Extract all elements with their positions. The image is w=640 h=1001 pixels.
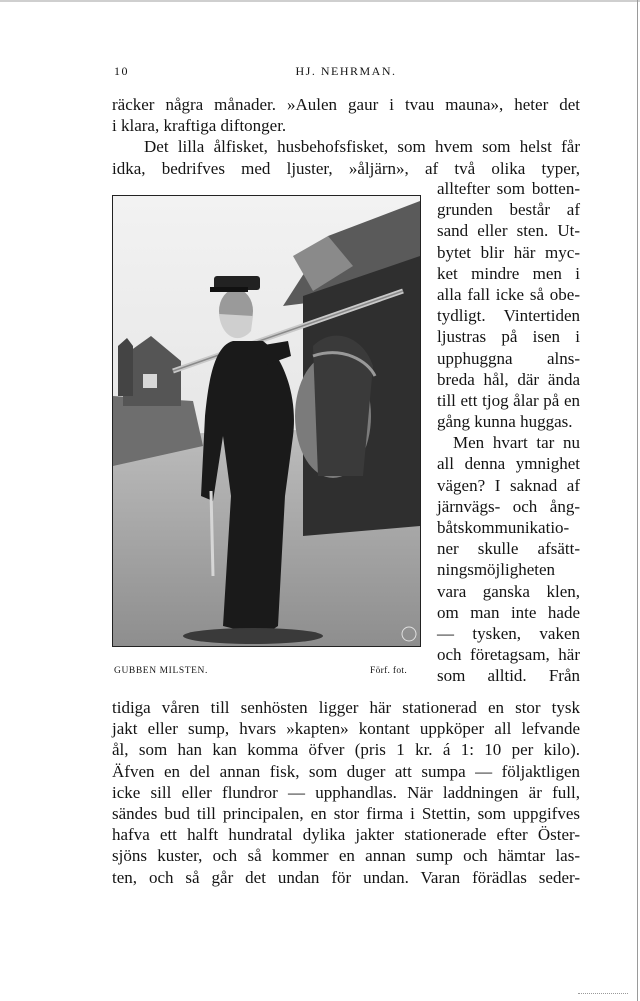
text-line: icke sill eller flundror — upphandlas. När laddningen är full, (112, 782, 580, 802)
text-line: breda hål, där ända (437, 369, 580, 389)
text-line: sand eller sten. Ut- (437, 221, 580, 241)
text-line: båtskommunikatio- (437, 518, 570, 537)
text-line: vara ganska klen, (437, 581, 580, 601)
text-line: ål, som han kan komma öfver (pris 1 kr. á 1: 10 per kilo). (112, 740, 580, 760)
text-line: alltefter som botten- (437, 179, 580, 198)
text-line: Äfven en del annan fisk, som duger att sumpa — följaktligen (112, 761, 580, 781)
text-line: järnvägs- och ång- (437, 496, 580, 516)
page-right-edge (637, 0, 638, 1001)
text-line: ner skulle afsätt- (437, 539, 580, 559)
text-line: bytet blir här myc- (437, 242, 580, 262)
text-line: hafva ett halft hundratal dylika jakter stationerade efter Öster- (112, 825, 580, 845)
running-head: HJ. NEHRMAN. (295, 64, 397, 78)
text-line: vägen? I saknad af (437, 475, 580, 495)
text-line: ljustras på isen i (437, 327, 580, 347)
text-line: — tysken, vaken (437, 623, 580, 643)
text-line: jakt eller sump, hvars »kapten» kontant uppköper all lefvande (112, 719, 580, 739)
text-line: Det lilla ålfisket, husbehofsfisket, som hvem som helst får (144, 137, 580, 157)
page-number: 10 (114, 64, 129, 78)
text-line: ket mindre men i (437, 263, 580, 283)
text-line: räcker några månader. »Aulen gaur i tvau mauna», heter det (112, 95, 580, 114)
text-line: tidiga våren till senhösten ligger här stationerad en stor tysk (112, 698, 580, 717)
text-line: till ett tjog ålar på en (437, 390, 580, 410)
text-line: upphuggna alns- (437, 348, 580, 368)
text-line: ningsmöjligheten (437, 560, 556, 580)
text-line: idka, bedrifves med ljuster, »åljärn», af två olika typer, (112, 158, 580, 178)
text-line: som alltid. Från (437, 666, 580, 686)
figure-caption: GUBBEN MILSTEN. (114, 666, 208, 676)
body-text-side (437, 178, 580, 687)
text-line: gång kunna huggas. (437, 412, 573, 432)
figure-credit: Förf. fot. (370, 666, 408, 676)
photograph (112, 195, 421, 647)
text-line: Men hvart tar nu (453, 433, 580, 453)
page-header (112, 64, 580, 82)
text-line: om man inte hade (437, 602, 580, 622)
text-line: alla fall icke så obe- (437, 284, 580, 304)
page-top-edge (0, 0, 640, 2)
text-line: ten, och så går det undan för undan. Varan förädlas seder- (112, 867, 580, 887)
photograph-image (113, 196, 420, 646)
text-line: sändes bud till principalen, en stor firma i Stettin, som uppgifves (112, 803, 580, 823)
body-text-top (112, 94, 580, 179)
text-line: och företagsam, här (437, 645, 580, 665)
page-scan-marks (578, 990, 628, 994)
text-line: sjöns kuster, och så kommer en annan sump och hämtar las- (112, 846, 580, 866)
text-line: grunden består af (437, 200, 580, 220)
text-line: all denna ymnighet (437, 454, 580, 474)
text-line: tydligt. Vintertiden (437, 306, 580, 326)
text-line: i klara, kraftiga diftonger. (112, 116, 287, 136)
body-text-bottom (112, 697, 580, 888)
